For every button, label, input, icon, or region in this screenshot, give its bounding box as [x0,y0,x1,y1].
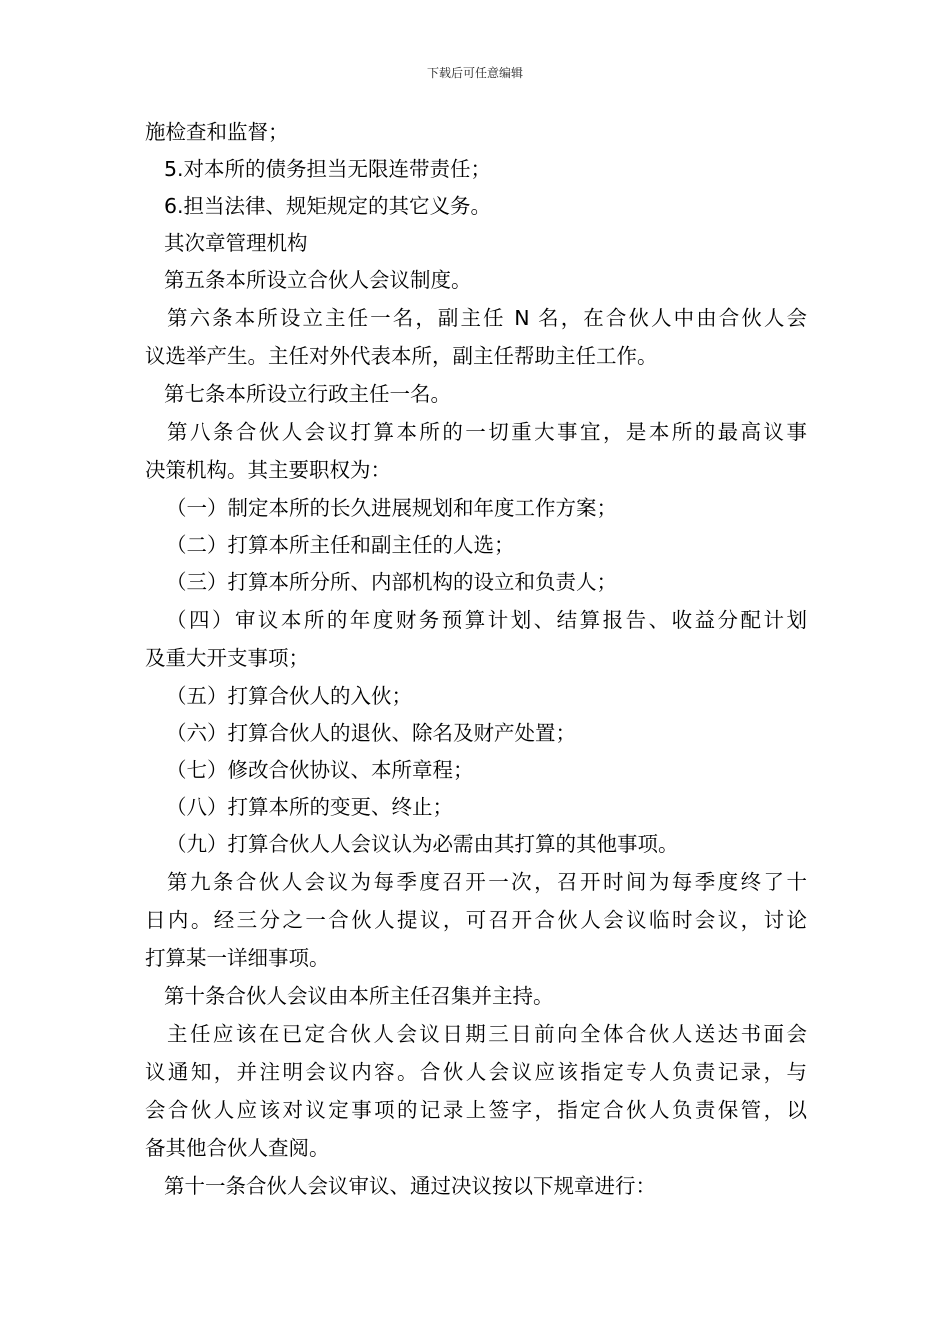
page-header: 下载后可任意编辑 [426,66,523,80]
article-line: 打算某一详细事项。 [145,946,330,970]
article-line: 第十一条合伙人会议审议、通过决议按以下规章进行： [164,1174,656,1198]
paragraph-line: 备其他合伙人查阅。 [145,1136,330,1160]
paragraph-line: 5.对本所的债务担当无限连带责任； [164,157,492,181]
list-item: （五）打算合伙人的入伙； [166,684,412,708]
section-heading: 其次章管理机构 [164,231,308,255]
article-line: 第六条本所设立主任一名，副主任 N 名，在合伙人中由合伙人会 [167,306,807,330]
list-item: （八）打算本所的变更、终止； [166,795,453,819]
paragraph-line: 议通知，并注明会议内容。合伙人会议应该指定专人负责记录，与 [145,1060,807,1084]
article-line: 议选举产生。主任对外代表本所，副主任帮助主任工作。 [145,344,658,368]
article-line: 第九条合伙人会议为每季度召开一次，召开时间为每季度终了十 [167,870,807,894]
list-item: （四）审议本所的年度财务预算计划、结算报告、收益分配计划 [166,608,807,632]
paragraph-line: 会合伙人应该对议定事项的记录上签字，指定合伙人负责保管，以 [145,1098,807,1122]
list-item: （一）制定本所的长久进展规划和年度工作方案； [166,496,617,520]
article-line: 决策机构。其主要职权为： [145,458,391,482]
list-item: 及重大开支事项； [145,646,309,670]
list-item: （九）打算合伙人人会议认为必需由其打算的其他事项。 [166,832,679,856]
article-line: 第八条合伙人会议打算本所的一切重大事宜，是本所的最高议事 [167,420,807,444]
list-item: （二）打算本所主任和副主任的人选； [166,533,515,557]
paragraph-line: 主任应该在已定合伙人会议日期三日前向全体合伙人送达书面会 [167,1022,807,1046]
article-line: 第七条本所设立行政主任一名。 [164,382,451,406]
list-item: （三）打算本所分所、内部机构的设立和负责人； [166,570,617,594]
list-item: （六）打算合伙人的退伙、除名及财产处置； [166,721,576,745]
paragraph-line: 6.担当法律、规矩规定的其它义务。 [164,194,492,218]
article-line: 日内。经三分之一合伙人提议，可召开合伙人会议临时会议，讨论 [145,908,807,932]
article-line: 第十条合伙人会议由本所主任召集并主持。 [164,984,554,1008]
article-line: 第五条本所设立合伙人会议制度。 [164,268,472,292]
list-item: （七）修改合伙协议、本所章程； [166,758,474,782]
paragraph-line: 施检查和监督； [145,120,289,144]
